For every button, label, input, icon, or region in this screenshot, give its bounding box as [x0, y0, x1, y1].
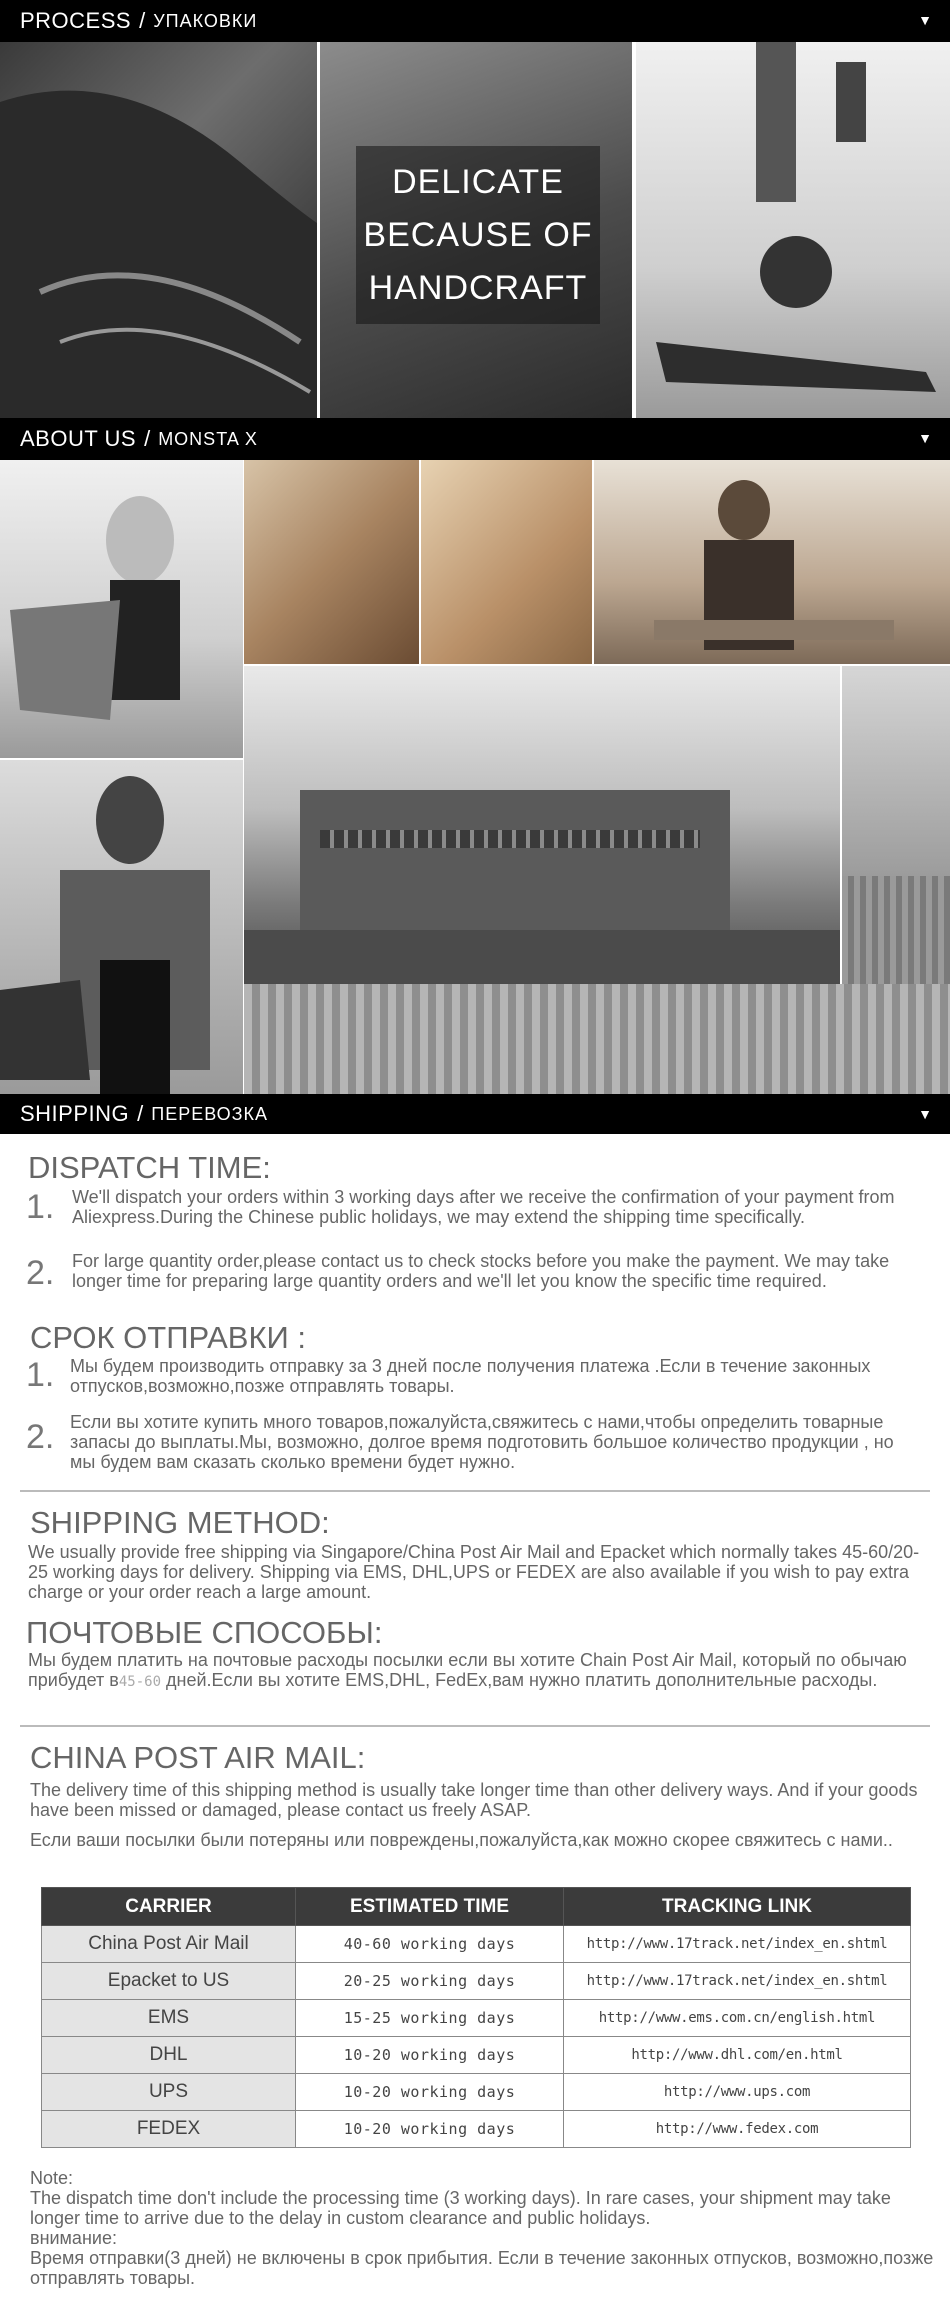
process-separator: / [139, 8, 146, 33]
tracking-link[interactable]: http://www.17track.net/index_en.shtml [564, 1926, 911, 1963]
time-cell: 10-20 working days [296, 2037, 564, 2074]
model-silhouette-1 [0, 460, 243, 758]
materials-photo [421, 460, 592, 664]
dispatch-item-1-number: 1. [26, 1188, 55, 1226]
srok-heading: СРОК ОТПРАВКИ : [30, 1320, 307, 1355]
table-header-row [42, 1888, 911, 1926]
shipping-title: SHIPPING [20, 1101, 130, 1126]
time-cell: 10-20 working days [296, 2074, 564, 2111]
dispatch-heading: DISPATCH TIME: [28, 1150, 271, 1185]
craft-photo [320, 42, 632, 418]
factory-building [300, 790, 730, 930]
carrier-cell: China Post Air Mail [42, 1926, 296, 1963]
dispatch-item-1-text: We'll dispatch your orders within 3 working days after we receive the confirmation of your payment from Aliexpress.During the Chinese public holidays, we may extend the shipping time specifically. [72, 1187, 895, 1227]
srok-item-1-text: Мы будем производить отправку за 3 дней после получения платежа .Если в течение законных отпусков,возможно,позже отправлять товары. [70, 1356, 871, 1396]
time-cell: 40-60 working days [296, 1926, 564, 1963]
column-header-tracking-link: TRACKING LINK [564, 1888, 911, 1926]
tracking-link[interactable]: http://www.dhl.com/en.html [564, 2037, 911, 2074]
about-separator: / [144, 426, 151, 451]
shipping-subtitle: ПЕРЕВОЗКА [151, 1103, 268, 1124]
carrier-table [41, 1887, 911, 2148]
carrier-cell: UPS [42, 2074, 296, 2111]
handcraft-banner [356, 146, 600, 324]
model-handbag-photo-1 [0, 460, 243, 758]
carrier-cell: EMS [42, 2000, 296, 2037]
china-post-text-en: The delivery time of this shipping method is usually take longer time than other delivery ways. And if your goods have been missed or damaged, please contact us freely ASAP. [30, 1780, 918, 1820]
warehouse-detail-photo [842, 876, 950, 984]
shipping-separator: / [137, 1101, 144, 1126]
dispatch-item-2-number: 2. [26, 1254, 55, 1292]
pochta-days-range: 45-60 [118, 1674, 162, 1690]
tracking-link[interactable]: http://www.fedex.com [564, 2111, 911, 2148]
chevron-down-icon[interactable]: ▼ [918, 430, 932, 446]
table-row [42, 2111, 911, 2148]
pochta-text-part-a: Мы будем платить на почтовые расходы посылки если вы хотите Chain Post Air Mail, который по обычаю прибудет в [28, 1650, 907, 1690]
note-text-ru: Время отправки(3 дней) не включены в срок прибытия. Если в течение законных отпусков, возможно,позже отправлять товары. [30, 2248, 934, 2288]
leather-photo [0, 42, 317, 418]
banner-line-2: BECAUSE OF [363, 215, 593, 254]
china-post-text-ru: Если ваши посылки были потеряны или повреждены,пожалуйста,как можно скорее свяжитесь с нами.. [30, 1830, 893, 1850]
carrier-cell: DHL [42, 2037, 296, 2074]
tracking-link[interactable]: http://www.ups.com [564, 2074, 911, 2111]
srok-item-2-number: 2. [26, 1418, 55, 1456]
china-post-heading: CHINA POST AIR MAIL: [30, 1740, 366, 1775]
pochta-heading: ПОЧТОВЫЕ СПОСОБЫ: [26, 1615, 383, 1650]
note-label-ru: внимание: [30, 2228, 117, 2248]
process-header-bar [0, 0, 950, 42]
tracking-link[interactable]: http://www.17track.net/index_en.shtml [564, 1963, 911, 2000]
production-hall-photo [244, 984, 950, 1094]
chevron-down-icon[interactable]: ▼ [918, 1106, 932, 1122]
model-handbag-photo-2 [0, 760, 243, 1094]
time-cell: 15-25 working days [296, 2000, 564, 2037]
craftsman-silhouette [594, 460, 950, 664]
column-header-carrier: CARRIER [42, 1888, 296, 1926]
table-row [42, 1926, 911, 1963]
about-title: ABOUT US [20, 426, 137, 451]
carrier-cell: FEDEX [42, 2111, 296, 2148]
section-divider [20, 1725, 930, 1727]
about-subtitle: MONSTA X [158, 428, 258, 449]
section-divider [20, 1490, 930, 1492]
carrier-cell: Epacket to US [42, 1963, 296, 2000]
leather-detail-photo [842, 666, 950, 876]
chevron-down-icon[interactable]: ▼ [918, 12, 932, 28]
shipping-method-text: We usually provide free shipping via Singapore/China Post Air Mail and Epacket which normally takes 45-60/20-25 working days for delivery. Shipping via EMS, DHL,UPS or FEDEX are also available if you wish to pay extra charge or your order reach a large amount. [28, 1542, 920, 1602]
column-header-estimated-time: ESTIMATED TIME [296, 1888, 564, 1926]
factory-ground [244, 930, 840, 982]
about-header-bar [0, 418, 950, 460]
pochta-text-part-b: дней.Если вы хотите EMS,DHL, FedEx,вам нужно платить дополнительные расходы. [161, 1670, 878, 1690]
table-row [42, 2074, 911, 2111]
shipping-header-bar [0, 1094, 950, 1134]
srok-item-2-text: Если вы хотите купить много товаров,пожалуйста,свяжитесь с нами,чтобы определить товарные запасы до выплаты.Мы, возможно, долгое время подготовить большое количество продукции , но мы будем вам сказать сколько времени будет нужно. [70, 1412, 894, 1472]
dispatch-item-2-text: For large quantity order,please contact us to check stocks before you make the payment. We may take longer time for preparing large quantity orders and we'll let you know the specific time required. [72, 1251, 890, 1291]
time-cell: 10-20 working days [296, 2111, 564, 2148]
sewing-machine-graphic [636, 42, 950, 418]
factory-building-photo [244, 666, 840, 984]
tracking-link[interactable]: http://www.ems.com.cn/english.html [564, 2000, 911, 2037]
table-row [42, 1963, 911, 2000]
note-text-en: The dispatch time don't include the processing time (3 working days). In rare cases, your shipment may take longer time to arrive due to the delay in custom clearance and public holidays. [30, 2188, 891, 2228]
workshop-photo [244, 460, 419, 664]
time-cell: 20-25 working days [296, 1963, 564, 2000]
pochta-text [28, 1650, 938, 1692]
shipping-method-heading: SHIPPING METHOD: [30, 1505, 330, 1540]
model-silhouette-2 [0, 760, 243, 1094]
leather-fold-graphic [0, 42, 317, 418]
process-title: PROCESS [20, 8, 132, 33]
banner-line-3: HANDCRAFT [368, 268, 588, 307]
table-row [42, 2037, 911, 2074]
note-label: Note: [30, 2168, 74, 2188]
sewing-machine-photo [636, 42, 950, 418]
craftsman-photo [594, 460, 950, 664]
table-row [42, 2000, 911, 2037]
process-subtitle: УПАКОВКИ [153, 10, 258, 31]
srok-item-1-number: 1. [26, 1356, 55, 1394]
banner-line-1: DELICATE [392, 162, 564, 201]
